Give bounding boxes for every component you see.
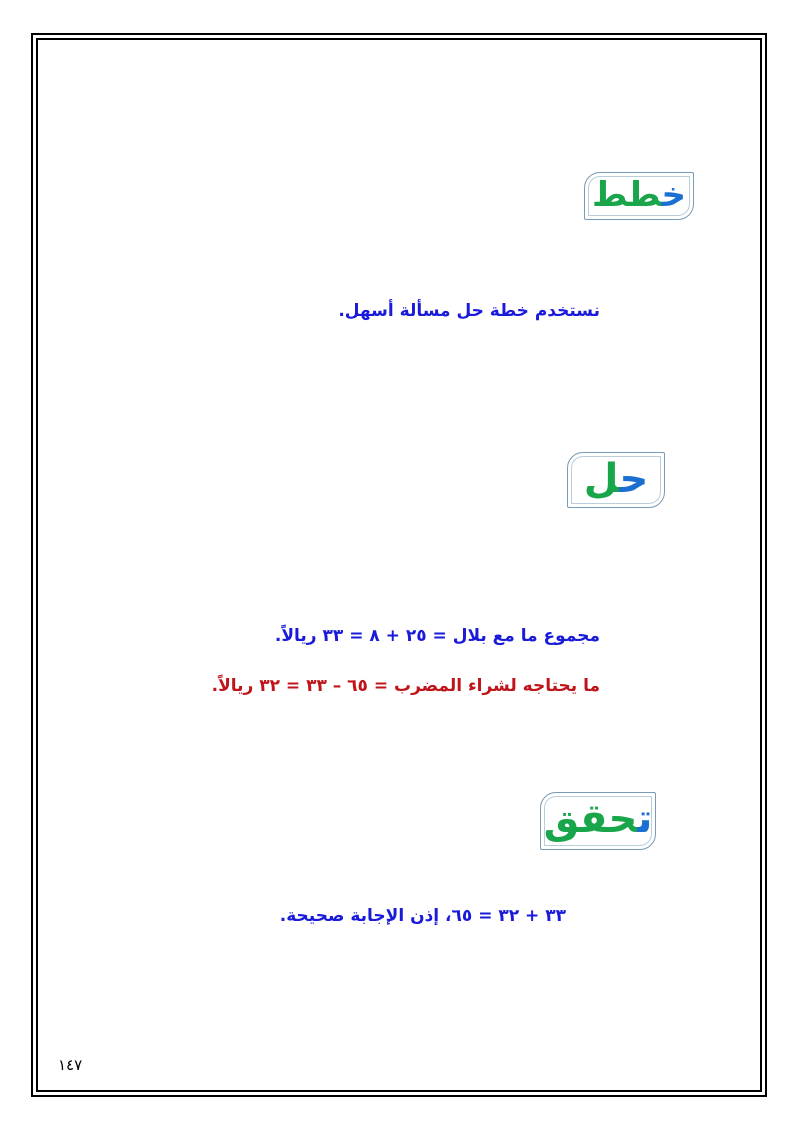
solve-line-sum: مجموع ما مع بلال = ٢٥ + ٨ = ٣٣ ريالاً. xyxy=(274,626,600,646)
plan-heading-part2: طط xyxy=(591,175,662,215)
check-heading-part1: ت xyxy=(637,796,653,842)
check-heading-part2: حقق xyxy=(543,796,638,842)
page-number: ١٤٧ xyxy=(58,1056,83,1074)
plan-heading-box xyxy=(584,172,694,220)
plan-text: نستخدم خطة حل مسألة أسهل. xyxy=(338,301,600,321)
check-heading-box xyxy=(540,792,656,850)
solve-heading-box xyxy=(567,452,665,508)
check-text: ٣٣ + ٣٢ = ٦٥، إذن الإجابة صحيحة. xyxy=(279,906,566,926)
plan-heading-part1: خ xyxy=(661,175,687,215)
solve-heading-part1: ح xyxy=(619,456,649,502)
solve-line-needed: ما يحتاجه لشراء المضرب = ٦٥ – ٣٣ = ٣٢ ريالاً. xyxy=(211,676,600,696)
solve-heading-part2: ل xyxy=(583,456,620,502)
